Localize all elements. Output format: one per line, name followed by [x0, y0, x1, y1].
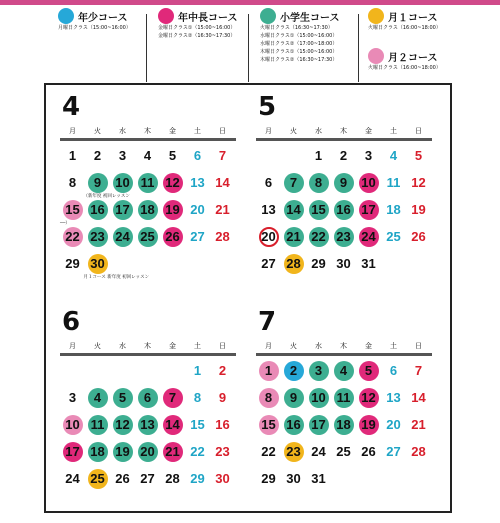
calendar-day: 7: [284, 173, 304, 193]
calendar-day: 22: [190, 444, 205, 459]
weekday-underline: [60, 353, 236, 356]
legend-tsuki2-line: 火曜日クラス（16:00~18:00）: [368, 65, 441, 71]
weekday-label: 木: [340, 342, 347, 350]
calendar-day: 2: [218, 363, 227, 378]
calendar-day: 28: [165, 471, 180, 486]
month-calendar: [256, 308, 438, 523]
calendar-day: 23: [215, 444, 230, 459]
legend-divider: [358, 14, 359, 82]
nensho-dot-icon: [58, 8, 74, 24]
weekday-label: 土: [194, 127, 201, 135]
calendar-day: 29: [261, 471, 276, 486]
weekday-label: 日: [219, 127, 226, 135]
calendar-day: 12: [163, 173, 183, 193]
calendar-day: 20: [190, 202, 205, 217]
calendar-day: 2: [339, 148, 348, 163]
legend-tsuki1-line: 火曜日クラス（16:00~18:00）: [368, 25, 441, 31]
weekday-header: [60, 342, 235, 351]
legend-divider: [248, 14, 249, 82]
calendar-day: 24: [113, 227, 133, 247]
calendar-day: 17: [63, 442, 83, 462]
calendar-day: 2: [284, 361, 304, 381]
calendar-day: 1: [314, 148, 323, 163]
weekday-label: 土: [390, 342, 397, 350]
calendar-day: 21: [163, 442, 183, 462]
calendar-day: 18: [88, 442, 108, 462]
weekday-header: [60, 127, 235, 136]
calendar-day: 8: [68, 175, 77, 190]
calendar-day: 13: [386, 390, 401, 405]
day-note: （新年度 初回レッスン: [83, 194, 130, 199]
calendar-day: 16: [284, 415, 304, 435]
calendar-day: 4: [334, 361, 354, 381]
calendar-day: 17: [359, 200, 379, 220]
calendar-day: 3: [364, 148, 373, 163]
legend-nenchucho: [158, 8, 238, 40]
calendar-day: 6: [264, 175, 273, 190]
month-calendar: [256, 93, 438, 308]
calendar-day: 20: [386, 417, 401, 432]
day-note: ──）: [60, 221, 70, 226]
legend-nensho-line: 月曜日クラス（15:00~16:00）: [58, 25, 131, 31]
calendar-day: 28: [411, 444, 426, 459]
legend-nensho: [58, 8, 131, 32]
top-accent-bar: [0, 0, 500, 5]
weekday-label: 火: [94, 342, 101, 350]
calendar-day: 3: [309, 361, 329, 381]
calendar-day: 18: [334, 415, 354, 435]
calendar-day: 1: [68, 148, 77, 163]
calendar-day: 15: [63, 200, 83, 220]
legend-shogaku: [260, 8, 340, 64]
weekday-label: 火: [290, 342, 297, 350]
weekday-label: 月: [69, 342, 76, 350]
legend-tsuki2-title: 月２コース: [388, 52, 438, 64]
weekday-label: 土: [390, 127, 397, 135]
calendar-day: 16: [88, 200, 108, 220]
calendar-day: 8: [309, 173, 329, 193]
calendar-day: 16: [334, 200, 354, 220]
calendar-day: 10: [359, 173, 379, 193]
calendar-day: 31: [361, 256, 376, 271]
calendar-frame: [44, 83, 452, 513]
calendar-day: 10: [63, 415, 83, 435]
weekday-label: 木: [340, 127, 347, 135]
calendar-day: 20: [138, 442, 158, 462]
calendar-day: 3: [68, 390, 77, 405]
course-legend: [58, 8, 450, 78]
calendar-day: 10: [113, 173, 133, 193]
weekday-label: 月: [265, 342, 272, 350]
calendar-day: 4: [88, 388, 108, 408]
calendar-day: 13: [261, 202, 276, 217]
weekday-label: 日: [415, 342, 422, 350]
weekday-label: 土: [194, 342, 201, 350]
calendar-day: 8: [259, 388, 279, 408]
calendar-day: 27: [140, 471, 155, 486]
weekday-label: 月: [69, 127, 76, 135]
calendar-day: 13: [138, 415, 158, 435]
calendar-day: 11: [138, 173, 158, 193]
calendar-day: 30: [215, 471, 230, 486]
calendar-day: 14: [163, 415, 183, 435]
month-number: 4: [62, 92, 81, 122]
nenchucho-dot-icon: [158, 8, 174, 24]
calendar-day: 25: [386, 229, 401, 244]
calendar-day: 3: [118, 148, 127, 163]
calendar-day: 25: [336, 444, 351, 459]
calendar-day: 30: [286, 471, 301, 486]
month-number: 7: [258, 307, 277, 337]
calendar-day: 6: [138, 388, 158, 408]
calendar-day: 28: [215, 229, 230, 244]
calendar-day: 19: [113, 442, 133, 462]
calendar-day: 22: [309, 227, 329, 247]
calendar-day: 24: [311, 444, 326, 459]
legend-nenchucho-line: 金曜日クラス②（16:30~17:30）: [158, 33, 236, 39]
calendar-day: 25: [88, 469, 108, 489]
calendar-day: 24: [65, 471, 80, 486]
calendar-day: 9: [88, 173, 108, 193]
calendar-day: 25: [138, 227, 158, 247]
calendar-day: 9: [218, 390, 227, 405]
calendar-day: 9: [334, 173, 354, 193]
weekday-label: 木: [144, 127, 151, 135]
calendar-day: 14: [284, 200, 304, 220]
legend-nensho-title: 年少コース: [78, 12, 128, 24]
calendar-day: 18: [386, 202, 401, 217]
calendar-day: 30: [88, 254, 108, 274]
calendar-day: 2: [93, 148, 102, 163]
calendar-day: 15: [309, 200, 329, 220]
calendar-day: 22: [261, 444, 276, 459]
weekday-label: 水: [119, 342, 126, 350]
calendar-day: 17: [309, 415, 329, 435]
calendar-day: 20: [259, 227, 279, 247]
calendar-day: 16: [215, 417, 230, 432]
legend-tsuki2: [368, 48, 441, 72]
weekday-underline: [60, 138, 236, 141]
weekday-label: 火: [290, 127, 297, 135]
tsuki1-dot-icon: [368, 8, 384, 24]
calendar-day: 23: [334, 227, 354, 247]
calendar-day: 6: [389, 363, 398, 378]
calendar-day: 29: [311, 256, 326, 271]
calendar-day: 7: [218, 148, 227, 163]
calendar-day: 31: [311, 471, 326, 486]
calendar-day: 4: [143, 148, 152, 163]
calendar-day: 15: [190, 417, 205, 432]
calendar-day: 9: [284, 388, 304, 408]
calendar-day: 29: [190, 471, 205, 486]
calendar-day: 24: [359, 227, 379, 247]
calendar-day: 8: [193, 390, 202, 405]
calendar-day: 11: [334, 388, 354, 408]
calendar-day: 14: [215, 175, 230, 190]
calendar-day: 12: [411, 175, 426, 190]
calendar-day: 17: [113, 200, 133, 220]
calendar-day: 11: [386, 175, 401, 190]
legend-shogaku-line: 水曜日クラス②（17:00~18:00）: [260, 41, 338, 47]
weekday-label: 水: [119, 127, 126, 135]
calendar-day: 4: [389, 148, 398, 163]
legend-nenchucho-title: 年中長コース: [178, 12, 238, 24]
calendar-day: 6: [193, 148, 202, 163]
calendar-day: 10: [309, 388, 329, 408]
legend-divider: [146, 14, 147, 82]
legend-nenchucho-line: 金曜日クラス①（15:00~16:00）: [158, 25, 236, 31]
calendar-day: 27: [261, 256, 276, 271]
calendar-day: 26: [361, 444, 376, 459]
calendar-day: 21: [411, 417, 426, 432]
legend-tsuki1: [368, 8, 441, 32]
legend-shogaku-line: 木曜日クラス②（16:30~17:30）: [260, 57, 338, 63]
weekday-label: 木: [144, 342, 151, 350]
month-number: 6: [62, 307, 81, 337]
weekday-label: 火: [94, 127, 101, 135]
calendar-day: 15: [259, 415, 279, 435]
legend-shogaku-line: 水曜日クラス①（15:00~16:00）: [260, 33, 338, 39]
legend-shogaku-line: 火曜日クラス（16:30~17:30）: [260, 25, 333, 31]
month-number: 5: [258, 92, 277, 122]
calendar-day: 27: [190, 229, 205, 244]
calendar-day: 5: [359, 361, 379, 381]
calendar-day: 30: [336, 256, 351, 271]
calendar-day: 19: [411, 202, 426, 217]
tsuki2-dot-icon: [368, 48, 384, 64]
calendar-day: 5: [414, 148, 423, 163]
calendar-day: 18: [138, 200, 158, 220]
weekday-header: [256, 342, 431, 351]
calendar-day: 23: [284, 442, 304, 462]
weekday-label: 水: [315, 342, 322, 350]
calendar-day: 1: [193, 363, 202, 378]
calendar-day: 26: [115, 471, 130, 486]
calendar-day: 19: [163, 200, 183, 220]
legend-shogaku-line: 木曜日クラス①（15:00~16:00）: [260, 49, 338, 55]
calendar-day: 29: [65, 256, 80, 271]
weekday-underline: [256, 138, 432, 141]
calendar-day: 12: [113, 415, 133, 435]
calendar-day: 21: [284, 227, 304, 247]
weekday-label: 日: [415, 127, 422, 135]
weekday-label: 金: [169, 127, 176, 135]
day-note: 月１コース 新年度 初回レッスン: [83, 275, 150, 280]
calendar-day: 28: [284, 254, 304, 274]
month-calendar: [60, 93, 242, 308]
calendar-day: 14: [411, 390, 426, 405]
calendar-day: 1: [259, 361, 279, 381]
legend-shogaku-title: 小学生コース: [280, 12, 340, 24]
shogaku-dot-icon: [260, 8, 276, 24]
calendar-day: 26: [411, 229, 426, 244]
calendar-day: 13: [190, 175, 205, 190]
weekday-label: 月: [265, 127, 272, 135]
month-calendar: [60, 308, 242, 523]
legend-tsuki1-title: 月１コース: [388, 12, 438, 24]
weekday-label: 日: [219, 342, 226, 350]
calendar-day: 19: [359, 415, 379, 435]
weekday-label: 金: [365, 342, 372, 350]
calendar-day: 7: [414, 363, 423, 378]
calendar-day: 11: [88, 415, 108, 435]
calendar-day: 27: [386, 444, 401, 459]
calendar-day: 23: [88, 227, 108, 247]
weekday-underline: [256, 353, 432, 356]
weekday-label: 金: [169, 342, 176, 350]
calendar-day: 5: [113, 388, 133, 408]
calendar-day: 26: [163, 227, 183, 247]
weekday-label: 金: [365, 127, 372, 135]
weekday-header: [256, 127, 431, 136]
weekday-label: 水: [315, 127, 322, 135]
calendar-day: 7: [163, 388, 183, 408]
calendar-day: 22: [63, 227, 83, 247]
calendar-day: 21: [215, 202, 230, 217]
calendar-day: 5: [168, 148, 177, 163]
calendar-day: 12: [359, 388, 379, 408]
